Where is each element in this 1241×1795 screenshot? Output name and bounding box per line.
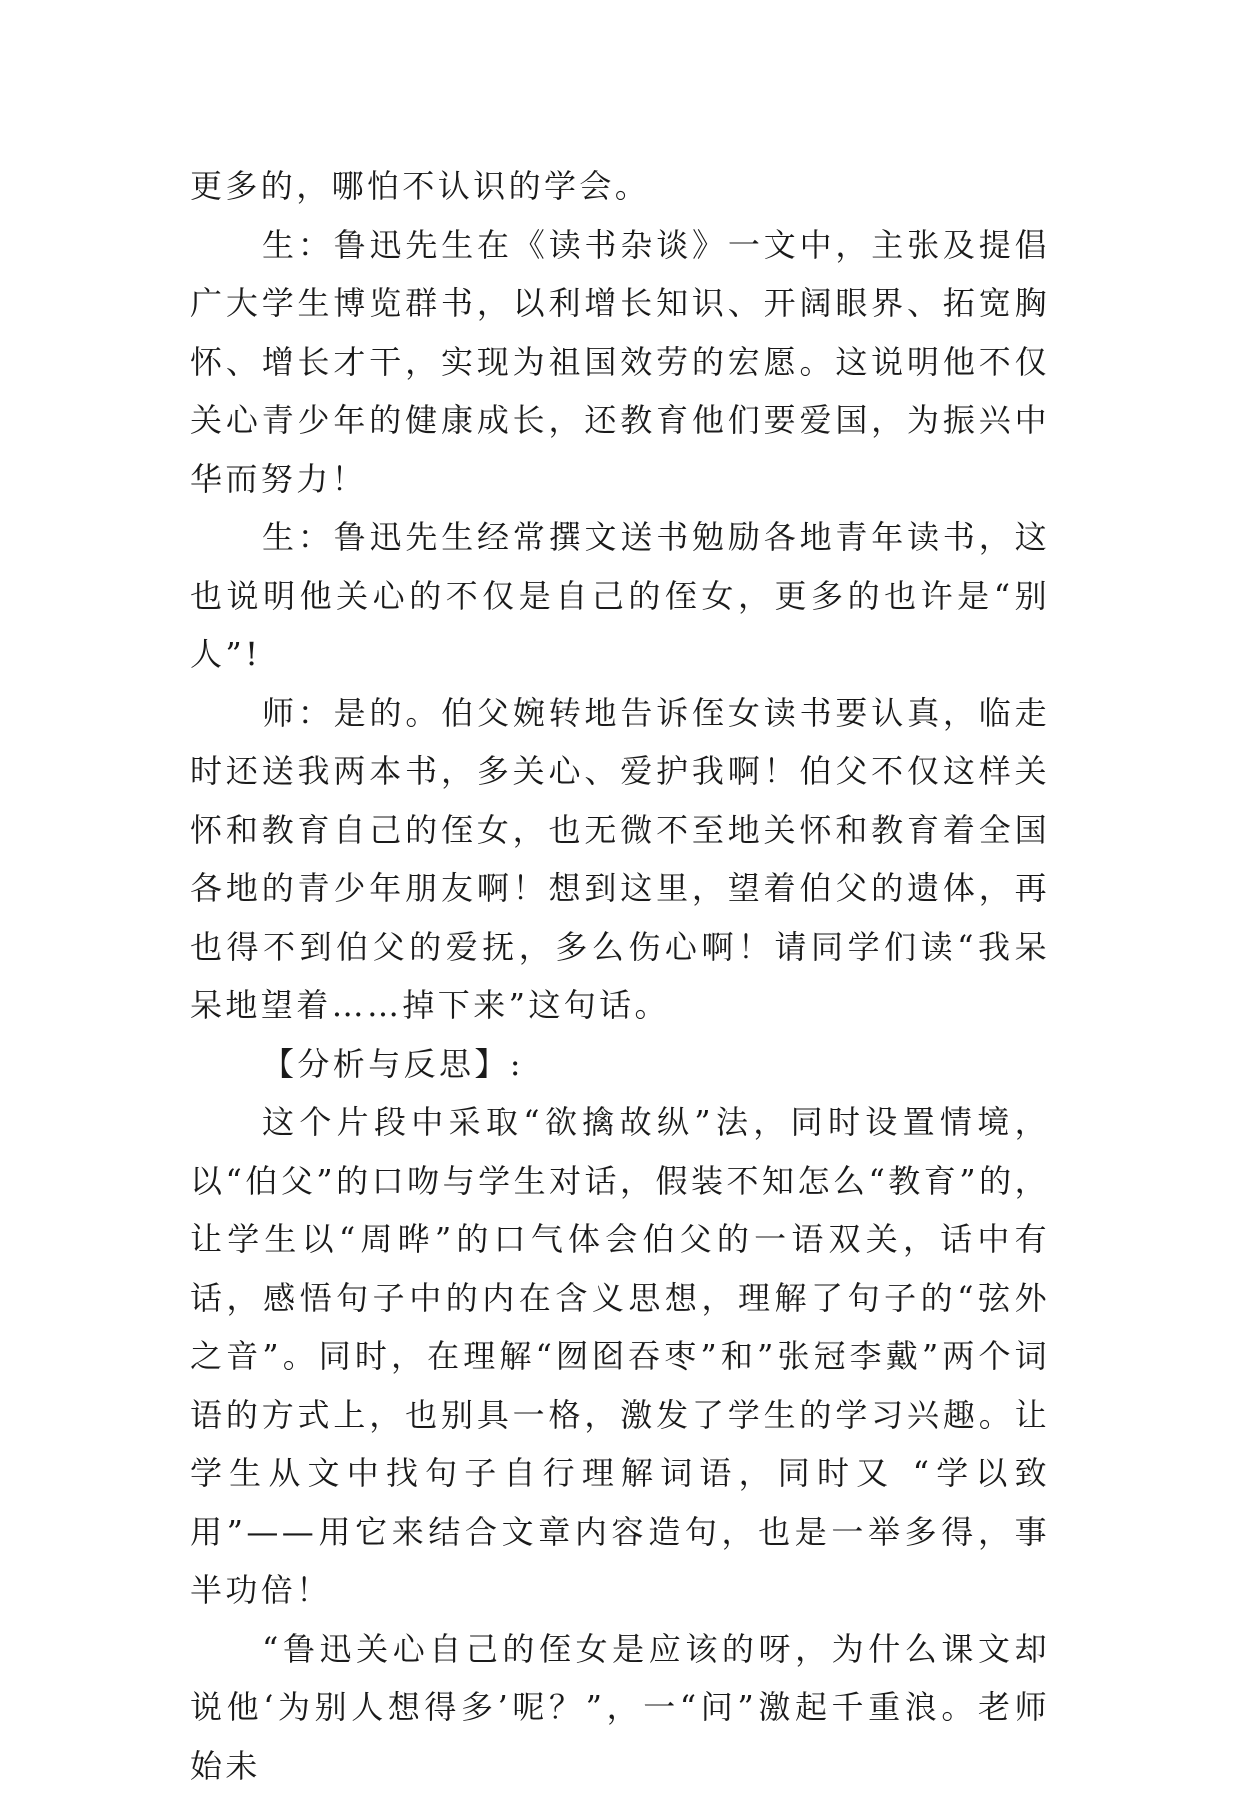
section-heading-analysis: 【分析与反思】:: [190, 1035, 1050, 1094]
paragraph-teacher: 师：是的。伯父婉转地告诉侄女读书要认真，临走时还送我两本书，多关心、爱护我啊！伯父不仅这样关怀和教育自己的侄女，也无微不至地关怀和教育着全国各地的青少年朋友啊！想到这里，望着伯父的遗体，再也得不到伯父的爱抚，多么伤心啊！请同学们读“我呆呆地望着……掉下来”这句话。: [190, 684, 1050, 1035]
paragraph-question: “鲁迅关心自己的侄女是应该的呀，为什么课文却说他‘为别人想得多’呢？”，一“问”激起千重浪。老师始未: [190, 1620, 1050, 1795]
paragraph-student-1: 生：鲁迅先生在《读书杂谈》一文中，主张及提倡广大学生博览群书，以利增长知识、开阔眼界、拓宽胸怀、增长才干，实现为祖国效劳的宏愿。这说明他不仅关心青少年的健康成长，还教育他们要爱国，为振兴中华而努力！: [190, 216, 1050, 509]
paragraph-continuation: 更多的，哪怕不认识的学会。: [190, 157, 1050, 216]
document-body: [190, 157, 1050, 1795]
paragraph-analysis: 这个片段中采取“欲擒故纵”法，同时设置情境，以“伯父”的口吻与学生对话，假装不知怎么“教育”的，让学生以“周晔”的口气体会伯父的一语双关，话中有话，感悟句子中的内在含义思想，理解了句子的“弦外之音”。同时，在理解“囫囵吞枣”和”张冠李戴”两个词语的方式上，也别具一格，激发了学生的学习兴趣。让学生从文中找句子自行理解词语，同时又 “学以致用”——用它来结合文章内容造句，也是一举多得，事半功倍！: [190, 1093, 1050, 1620]
paragraph-student-2: 生：鲁迅先生经常撰文送书勉励各地青年读书，这也说明他关心的不仅是自己的侄女，更多的也许是“别人”!: [190, 508, 1050, 684]
